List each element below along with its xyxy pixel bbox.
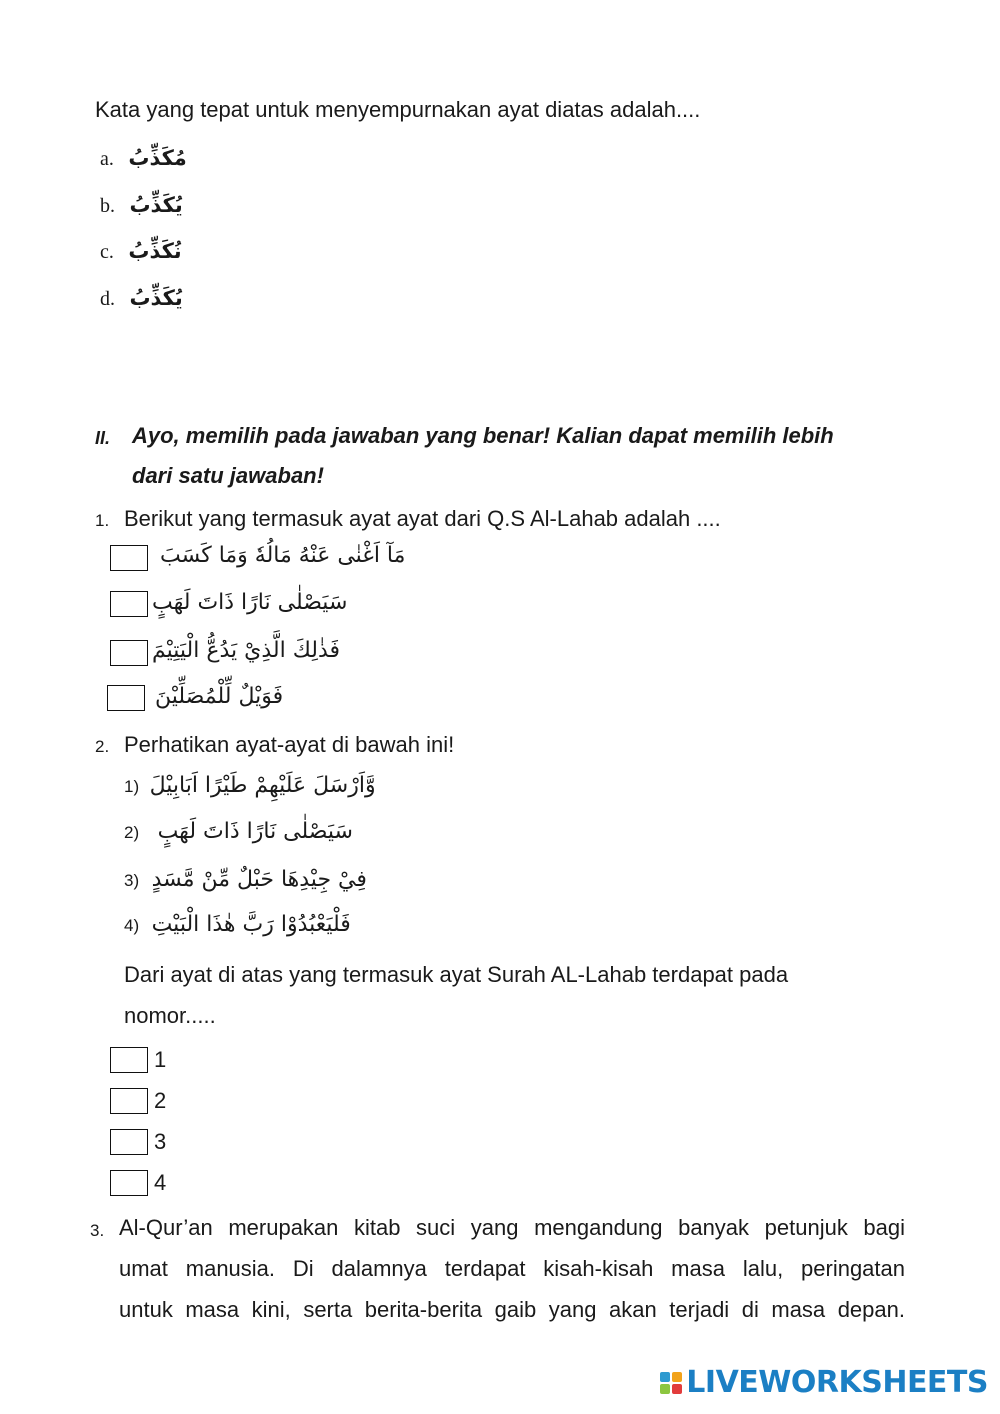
intro-question: Kata yang tepat untuk menyempurnakan ayat diatas adalah.... (95, 97, 701, 122)
verse-number: 4) (124, 916, 140, 935)
q2-followup-line1: Dari ayat di atas yang termasuk ayat Surah AL-Lahab terdapat pada (124, 962, 789, 987)
q2-verse-1 (124, 770, 376, 802)
q2-checkbox-1[interactable] (110, 1047, 148, 1073)
q2-verse-2 (124, 816, 353, 848)
q2-option-4-label: 4 (154, 1170, 167, 1195)
q2-verse-3 (124, 864, 367, 896)
q1-option-4-arabic: فَوَيْلٌ لِّلْمُصَلِّيْنَ (155, 684, 284, 709)
option-arabic: نُكَذِّبُ (128, 239, 182, 263)
liveworksheets-grid-icon (660, 1372, 682, 1394)
question-2-text: Perhatikan ayat-ayat di bawah ini! (124, 732, 455, 757)
verse-number: 1) (124, 777, 140, 796)
section-title-line2: dari satu jawaban! (132, 463, 324, 488)
question-3-number: 3. (90, 1221, 105, 1240)
q2-checkbox-4[interactable] (110, 1170, 148, 1196)
question-1-number: 1. (95, 511, 110, 530)
q2-checkbox-3[interactable] (110, 1129, 148, 1155)
section-title-line1: Ayo, memilih pada jawaban yang benar! Kalian dapat memilih lebih (132, 423, 834, 448)
question-3-line3: untuk masa kini, serta berita-berita gaib yang akan terjadi di masa depan. (119, 1297, 905, 1322)
option-letter: d. (100, 288, 115, 310)
q2-checkbox-2[interactable] (110, 1088, 148, 1114)
option-arabic: مُكَذِّبُ (128, 146, 187, 170)
verse-arabic: وَّاَرْسَلَ عَلَيْهِمْ طَيْرًا اَبَابِيْلَ (149, 773, 376, 798)
question-3-line1: Al-Qur’an merupakan kitab suci yang mengandung banyak petunjuk bagi (119, 1215, 905, 1240)
q1-checkbox-1[interactable] (110, 545, 148, 571)
q1-checkbox-2[interactable] (110, 591, 148, 617)
verse-arabic: فَلْيَعْبُدُوْا رَبَّ هٰذَا الْبَيْتِ (151, 912, 351, 937)
q2-option-3-label: 3 (154, 1129, 167, 1154)
q1-checkbox-4[interactable] (107, 685, 145, 711)
section-number: II. (95, 428, 111, 448)
q1-option-2-arabic: سَيَصْلٰى نَارًا ذَاتَ لَهَبٍ (152, 590, 348, 615)
q2-option-2-label: 2 (154, 1088, 167, 1113)
verse-number: 2) (124, 823, 140, 842)
intro-option-d[interactable] (100, 282, 183, 314)
verse-arabic: سَيَصْلٰى نَارًا ذَاتَ لَهَبٍ (157, 819, 353, 844)
verse-number: 3) (124, 871, 140, 890)
intro-option-b[interactable] (100, 189, 183, 221)
q1-option-1-arabic: مَآ اَغْنٰى عَنْهُ مَالُهٗ وَمَا كَسَبَ (160, 543, 406, 568)
q1-checkbox-3[interactable] (110, 640, 148, 666)
option-letter: c. (100, 241, 114, 263)
logo-text: LIVEWORKSHEETS (686, 1365, 988, 1400)
q2-followup-line2: nomor..... (124, 1003, 216, 1028)
q1-option-3-arabic: فَذٰلِكَ الَّذِيْ يَدُعُّ الْيَتِيْمَ (152, 638, 341, 663)
option-letter: a. (100, 148, 114, 170)
option-arabic: يُكَذِّبُ (129, 286, 183, 310)
question-2-number: 2. (95, 737, 110, 756)
q2-option-1-label: 1 (154, 1047, 167, 1072)
option-letter: b. (100, 195, 115, 217)
question-3-line2: umat manusia. Di dalamnya terdapat kisah-kisah masa lalu, peringatan (119, 1256, 905, 1281)
q2-verse-4 (124, 909, 351, 941)
intro-option-c[interactable] (100, 235, 182, 267)
verse-arabic: فِيْ جِيْدِهَا حَبْلٌ مِّنْ مَّسَدٍ (151, 867, 367, 892)
option-arabic: يُكَذِّبُ (129, 193, 183, 217)
question-1-text: Berikut yang termasuk ayat ayat dari Q.S Al-Lahab adalah .... (124, 506, 721, 531)
liveworksheets-logo (660, 1365, 988, 1400)
intro-option-a[interactable] (100, 142, 187, 174)
